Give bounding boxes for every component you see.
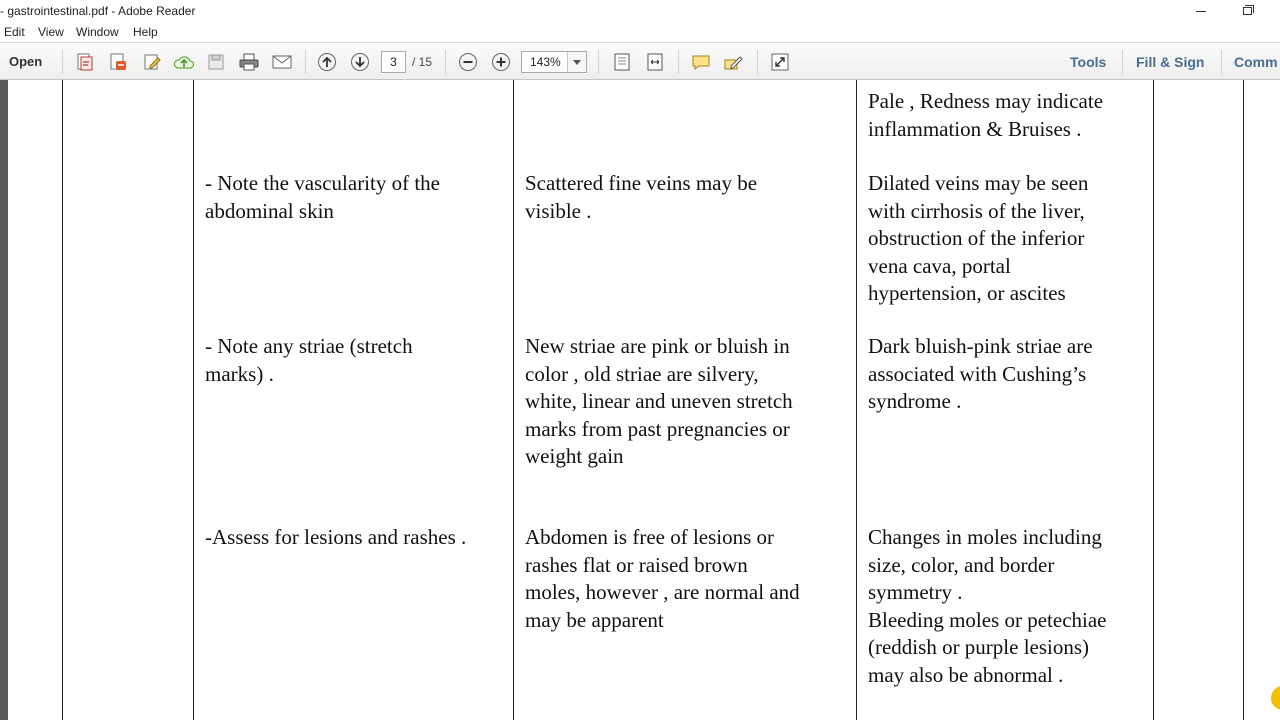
cell-line: - Note the vascularity of the [205,171,440,195]
cell-line: vena cava, portal [868,253,1011,278]
fullscreen-icon[interactable] [769,51,791,73]
highlight-icon[interactable] [722,51,744,73]
menu-help[interactable]: Help [133,25,158,39]
zoom-select[interactable] [521,51,587,73]
main-toolbar [0,42,1280,80]
toolbar-separator [678,50,679,74]
cell-line: color , old striae are silvery, [525,361,759,386]
cell-line: may also be abnormal . [868,662,1064,687]
abnormal-findings-cell [868,333,1093,416]
cell-line: Changes in moles including [868,525,1102,549]
minimize-icon [1196,11,1206,12]
zoom-in-icon[interactable] [490,51,512,73]
cell-line: obstruction of the inferior [868,226,1085,250]
toolbar-separator [1221,50,1222,74]
title-bar [0,0,1280,22]
open-button[interactable]: Open [9,54,43,69]
cell-line: Pale , Redness may indicate [868,89,1104,113]
previous-page-icon[interactable] [316,51,338,73]
upload-cloud-icon[interactable] [173,51,195,73]
table-column-divider [513,80,514,720]
cell-line: moles, however , are normal and [525,580,800,604]
cell-line: visible . [525,198,592,223]
normal-findings-cell [525,333,793,471]
cell-line: with cirrhosis of the liver, [868,198,1085,223]
tools-pane-button[interactable]: Tools [1070,54,1107,70]
cell-line: New striae are pink or bluish in [525,334,790,358]
create-pdf-icon[interactable] [74,51,96,73]
save-icon[interactable] [205,51,227,73]
cell-line: (reddish or purple lesions) [868,635,1090,659]
cell-line: may be apparent [525,607,664,632]
page-border-left [62,80,63,720]
abnormal-findings-cell [868,524,1107,689]
cell-line: size, color, and border [868,552,1055,577]
normal-findings-cell [525,524,800,634]
cell-line: weight gain [525,444,624,468]
cell-line: symmetry . [868,580,963,604]
window-title: - gastrointestinal.pdf - Adobe Reader [0,4,196,18]
cell-line: syndrome . [868,389,962,413]
toolbar-separator [445,50,446,74]
comment-icon[interactable] [690,51,712,73]
print-icon[interactable] [238,51,260,73]
abnormal-findings-cell [868,88,1103,143]
cell-line: Dark bluish-pink striae are [868,334,1093,358]
cell-line: marks from past pregnancies or [525,416,790,441]
cell-line: Abdomen is free of lesions or [525,525,775,549]
toolbar-separator [1122,50,1123,74]
toolbar-separator [757,50,758,74]
document-view[interactable] [0,80,1280,720]
toolbar-separator [305,50,306,74]
minimize-button[interactable] [1178,0,1224,22]
cell-line: Scattered fine veins may be [525,171,758,195]
abnormal-findings-cell [868,170,1088,308]
menu-bar [0,22,1280,42]
menu-view[interactable]: View [38,25,64,39]
cell-line: white, linear and uneven stretch [525,389,793,413]
fit-page-icon[interactable] [611,51,633,73]
zoom-out-icon[interactable] [457,51,479,73]
cell-line: Dilated veins may be seen [868,171,1089,195]
full-width-icon[interactable] [644,51,666,73]
assessment-cell [205,333,413,388]
cell-line: marks) . [205,361,274,386]
cursor-highlight-icon [1271,686,1280,710]
page-border-right [1243,80,1244,720]
table-column-divider [193,80,194,720]
menu-window[interactable]: Window [76,25,119,39]
table-column-divider [856,80,857,720]
restore-button[interactable] [1224,0,1270,22]
page-number-input[interactable]: 3 [381,51,406,73]
fill-sign-pane-button[interactable]: Fill & Sign [1136,54,1205,70]
cell-line: associated with Cushing’s [868,361,1087,386]
comment-pane-button[interactable]: Comm [1234,54,1278,70]
next-page-icon[interactable] [349,51,371,73]
cell-line: - Note any striae (stretch [205,334,413,358]
navigation-pane-edge [0,80,8,720]
zoom-dropdown-button[interactable] [567,52,586,72]
edit-pdf-icon[interactable] [141,51,163,73]
cell-line: -Assess for lesions and rashes . [205,525,467,549]
restore-icon [1243,7,1252,15]
export-pdf-icon[interactable] [107,51,129,73]
table-column-divider [1153,80,1154,720]
cell-line: inflammation & Bruises . [868,116,1082,141]
toolbar-separator [598,50,599,74]
cell-line: Bleeding moles or petechiae [868,607,1107,632]
cell-line: abdominal skin [205,198,334,223]
menu-edit[interactable]: Edit [4,25,25,39]
assessment-cell [205,170,440,225]
page-total: / 15 [412,55,433,69]
toolbar-separator [62,50,63,74]
cell-line: rashes flat or raised brown [525,552,748,577]
chevron-down-icon [573,60,581,65]
email-icon[interactable] [271,51,293,73]
zoom-value: 143% [530,55,561,69]
normal-findings-cell [525,170,757,225]
cell-line: hypertension, or ascites [868,281,1066,305]
assessment-cell [205,524,466,552]
